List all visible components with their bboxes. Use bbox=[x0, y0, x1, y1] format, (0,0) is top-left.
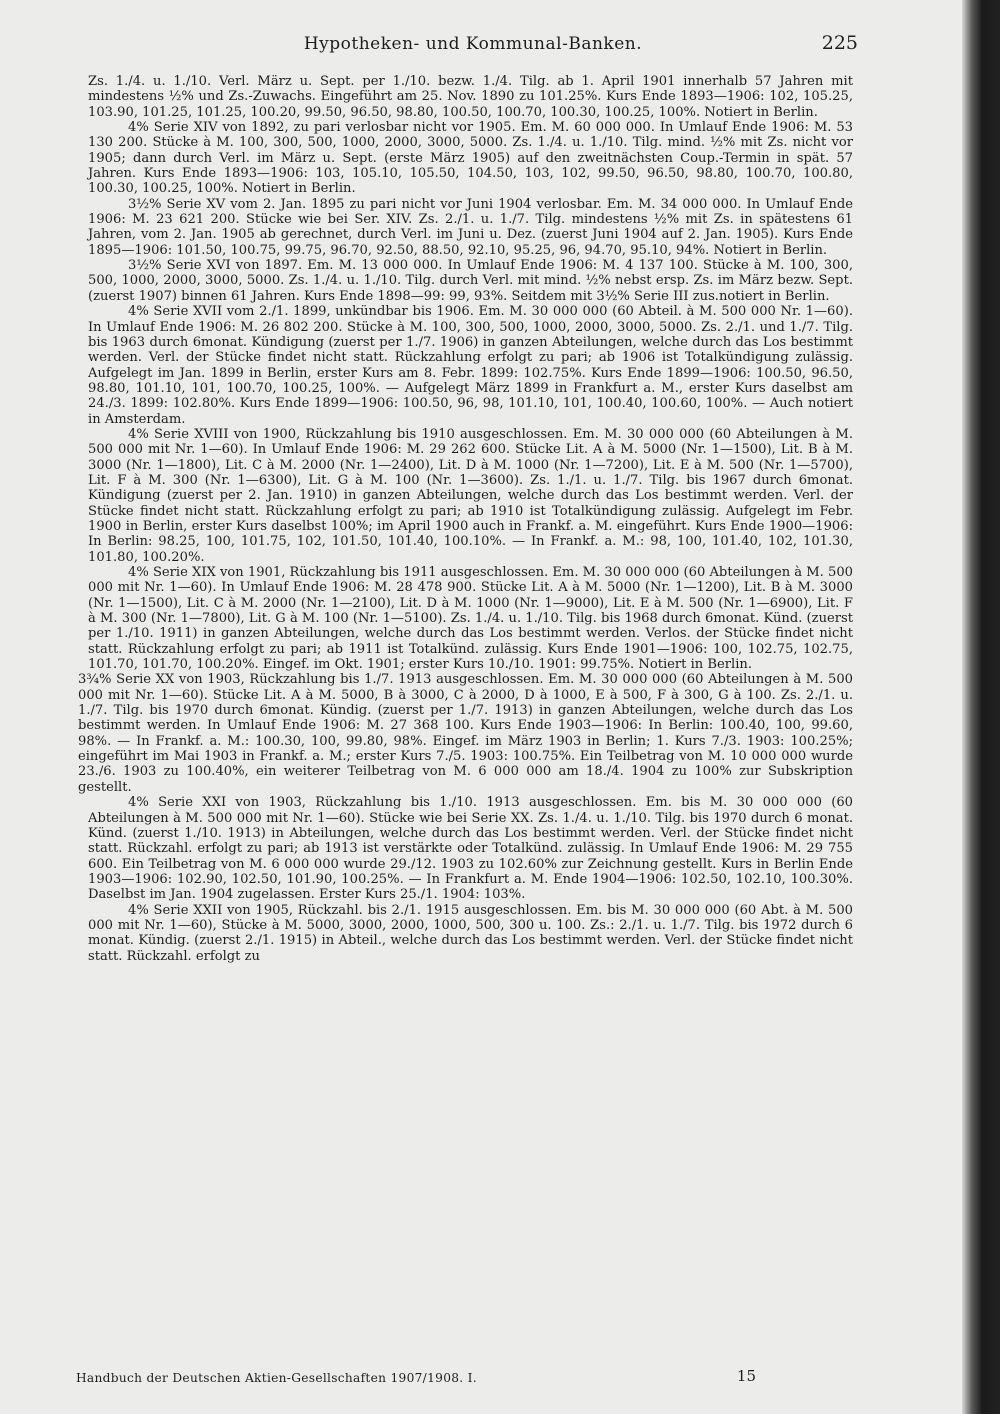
page-header bbox=[88, 30, 858, 64]
paragraph: Zs. 1./4. u. 1./10. Verl. März u. Sept. per 1./10. bezw. 1./4. Tilg. ab 1. April 1901 innerhalb 57 Jahren mit mindestens ½% und Zs.-Zuwachs. Eingeführt am 25. Nov. 1890 zu 101.25%. Kurs Ende 1893—1906: 102, 105.25, 103.90, 101.25, 101.25, 100.20, 99.50, 96.50, 98.80, 100.50, 100.70, 100.30, 100.25, 100%. Notiert in Berlin. bbox=[88, 74, 853, 120]
paragraph: 4% Serie XVII vom 2./1. 1899, unkündbar bis 1906. Em. M. 30 000 000 (60 Abteil. à M. 500 000 Nr. 1—60). In Umlauf Ende 1906: M. 26 802 200. Stücke à M. 100, 300, 500, 1000, 2000, 3000, 5000. Zs. 2./1. und 1./7. Tilg. bis 1963 durch 6monat. Kündigung (zuerst per 1./7. 1906) in ganzen Abteilungen, welche durch das Los bestimmt werden. Verl. der Stücke findet nicht statt. Rückzahlung erfolgt zu pari; ab 1906 ist Totalkündigung zulässig. Aufgelegt im Jan. 1899 in Berlin, erster Kurs am 8. Febr. 1899: 102.75%. Kurs Ende 1899—1906: 100.50, 96.50, 98.80, 101.10, 101, 100.70, 100.25, 100%. — Aufgelegt März 1899 in Frankfurt a. M., erster Kurs daselbst am 24./3. 1899: 102.80%. Kurs Ende 1899—1906: 100.50, 96, 98, 101.10, 101, 100.40, 100.60, 100%. — Auch notiert in Amsterdam. bbox=[88, 304, 853, 427]
page-footer bbox=[76, 1367, 756, 1391]
running-head: Hypotheken- und Kommunal-Banken. bbox=[303, 34, 643, 54]
paragraph: 4% Serie XIX von 1901, Rückzahlung bis 1911 ausgeschlossen. Em. M. 30 000 000 (60 Abteilungen à M. 500 000 mit Nr. 1—60). In Umlauf Ende 1906: M. 28 478 900. Stücke Lit. A à M. 5000 (Nr. 1—1200), Lit. B à M. 3000 (Nr. 1—1500), Lit. C à M. 2000 (Nr. 1—2100), Lit. D à M. 1000 (Nr. 1—9000), Lit. E à M. 500 (Nr. 1—6900), Lit. F à M. 300 (Nr. 1—7800), Lit. G à M. 100 (Nr. 1—5100). Zs. 1./4. u. 1./10. Tilg. bis 1968 durch 6monat. Künd. (zuerst per 1./10. 1911) in ganzen Abteilungen, welche durch das Los bestimmt werden. Verlos. der Stücke findet nicht statt. Rückzahlung erfolgt zu pari; ab 1911 ist Totalkünd. zulässig. Kurs Ende 1901—1906: 100, 102.75, 102.75, 101.70, 101.70, 100.20%. Eingef. im Okt. 1901; erster Kurs 10./10. 1901: 99.75%. Notiert in Berlin. bbox=[88, 565, 853, 673]
page-number: 225 bbox=[821, 32, 858, 54]
paragraph: 3½% Serie XVI von 1897. Em. M. 13 000 000. In Umlauf Ende 1906: M. 4 137 100. Stücke à M. 100, 300, 500, 1000, 2000, 3000, 5000. Zs. 1./4. u. 1./10. Tilg. durch Verl. mit mind. ½% nebst ersp. Zs. im März bezw. Sept. (zuerst 1907) binnen 61 Jahren. Kurs Ende 1898—99: 99, 93%. Seitdem mit 3½% Serie III zus.notiert in Berlin. bbox=[88, 258, 853, 304]
paragraph: 4% Serie XVIII von 1900, Rückzahlung bis 1910 ausgeschlossen. Em. M. 30 000 000 (60 Abteilungen à M. 500 000 mit Nr. 1—60). In Umlauf Ende 1906: M. 29 262 600. Stücke Lit. A à M. 5000 (Nr. 1—1500), Lit. B à M. 3000 (Nr. 1—1800), Lit. C à M. 2000 (Nr. 1—2400), Lit. D à M. 1000 (Nr. 1—7200), Lit. E à M. 500 (Nr. 1—5700), Lit. F à M. 300 (Nr. 1—6300), Lit. G à M. 100 (Nr. 1—3600). Zs. 1./1. u. 1./7. Tilg. bis 1967 durch 6monat. Kündigung (zuerst per 2. Jan. 1910) in ganzen Abteilungen, welche durch das Los bestimmt werden. Verl. der Stücke findet nicht statt. Rückzahlung erfolgt zu pari; ab 1910 ist Totalkündigung zulässig. Aufgelegt im Febr. 1900 in Berlin, erster Kurs daselbst 100%; im April 1900 auch in Frankf. a. M. eingeführt. Kurs Ende 1900—1906: In Berlin: 98.25, 100, 101.75, 102, 101.50, 101.40, 100.10%. — In Frankf. a. M.: 98, 100, 101.40, 102, 101.30, 101.80, 100.20%. bbox=[88, 426, 853, 565]
paragraph: 4% Serie XXII von 1905, Rückzahl. bis 2./1. 1915 ausgeschlossen. Em. bis M. 30 000 000 (60 Abt. à M. 500 000 mit Nr. 1—60), Stücke à M. 5000, 3000, 2000, 1000, 500, 300 u. 100. Zs.: 2./1. u. 1./7. Tilg. bis 1972 durch 6 monat. Kündig. (zuerst 2./1. 1915) in Abteil., welche durch das Los bestimmt werden. Verl. der Stücke findet nicht statt. Rückzahl. erfolgt zu bbox=[88, 902, 853, 964]
paragraph: 4% Serie XIV von 1892, zu pari verlosbar nicht vor 1905. Em. M. 60 000 000. In Umlauf Ende 1906: M. 53 130 200. Stücke à M. 100, 300, 500, 1000, 2000, 3000, 5000. Zs. 1./4. u. 1./10. Tilg. mind. ½% mit Zs. nicht vor 1905; dann durch Verl. im März u. Sept. (erste März 1905) auf den zweitnächsten Coup.-Termin in spät. 57 Jahren. Kurs Ende 1893—1906: 103, 105.10, 105.50, 104.50, 103, 102, 99.50, 96.50, 98.80, 100.70, 100.80, 100.30, 100.25, 100%. Notiert in Berlin. bbox=[88, 120, 853, 197]
paragraph: 3¾% Serie XX von 1903, Rückzahlung bis 1./7. 1913 ausgeschlossen. Em. M. 30 000 000 (60 Abteilungen à M. 500 000 mit Nr. 1—60). Stücke Lit. A à M. 5000, B à 3000, C à 2000, D à 1000, E à 500, F à 300, G à 100. Zs. 2./1. u. 1./7. Tilg. bis 1970 durch 6monat. Kündig. (zuerst per 1./7. 1913) in ganzen Abteilungen, welche durch das Los bestimmt werden. In Umlauf Ende 1906: M. 27 368 100. Kurs Ende 1903—1906: In Berlin: 100.40, 100, 99.60, 98%. — In Frankf. a. M.: 100.30, 100, 99.80, 98%. Eingef. im März 1903 in Berlin; 1. Kurs 7./3. 1903: 100.25%; eingeführt im Mai 1903 in Frankf. a. M.; erster Kurs 7./5. 1903: 100.75%. Ein Teilbetrag von M. 10 000 000 wurde 23./6. 1903 zu 100.40%, ein weiterer Teilbetrag von M. 6 000 000 am 18./4. 1904 zu 100% zur Subskription gestellt. bbox=[78, 672, 853, 795]
paragraph: 4% Serie XXI von 1903, Rückzahlung bis 1./10. 1913 ausgeschlossen. Em. bis M. 30 000 000 (60 Abteilungen à M. 500 000 mit Nr. 1—60). Stücke wie bei Serie XX. Zs. 1./4. u. 1./10. Tilg. bis 1970 durch 6 monat. Künd. (zuerst 1./10. 1913) in Abteilungen, welche durch das Los bestimmt werden. Verl. der Stücke findet nicht statt. Rückzahl. erfolgt zu pari; ab 1913 ist verstärkte oder Totalkünd. zulässig. In Umlauf Ende 1906: M. 29 755 600. Ein Teilbetrag von M. 6 000 000 wurde 29./12. 1903 zu 102.60% zur Zeichnung gestellt. Kurs in Berlin Ende 1903—1906: 102.90, 102.50, 101.90, 100.25%. — In Frankfurt a. M. Ende 1904—1906: 102.50, 102.10, 100.30%. Daselbst im Jan. 1904 zugelassen. Erster Kurs 25./1. 1904: 103%. bbox=[88, 795, 853, 903]
signature-mark: 15 bbox=[736, 1367, 756, 1385]
paragraph: 3½% Serie XV vom 2. Jan. 1895 zu pari nicht vor Juni 1904 verlosbar. Em. M. 34 000 000. In Umlauf Ende 1906: M. 23 621 200. Stücke wie bei Ser. XIV. Zs. 2./1. u. 1./7. Tilg. mindestens ½% mit Zs. in spätestens 61 Jahren, vom 2. Jan. 1905 ab gerechnet, durch Verl. im Juni u. Dez. (zuerst Juni 1904 auf 2. Jan. 1905). Kurs Ende 1895—1906: 101.50, 100.75, 99.75, 96.70, 92.50, 88.50, 92.10, 95.25, 96, 94.70, 95.10, 94%. Notiert in Berlin. bbox=[88, 196, 853, 258]
book-spine-edge bbox=[962, 0, 1000, 1414]
page-body bbox=[78, 74, 853, 964]
footer-text: Handbuch der Deutschen Aktien-Gesellschaften 1907/1908. I. bbox=[76, 1371, 477, 1385]
